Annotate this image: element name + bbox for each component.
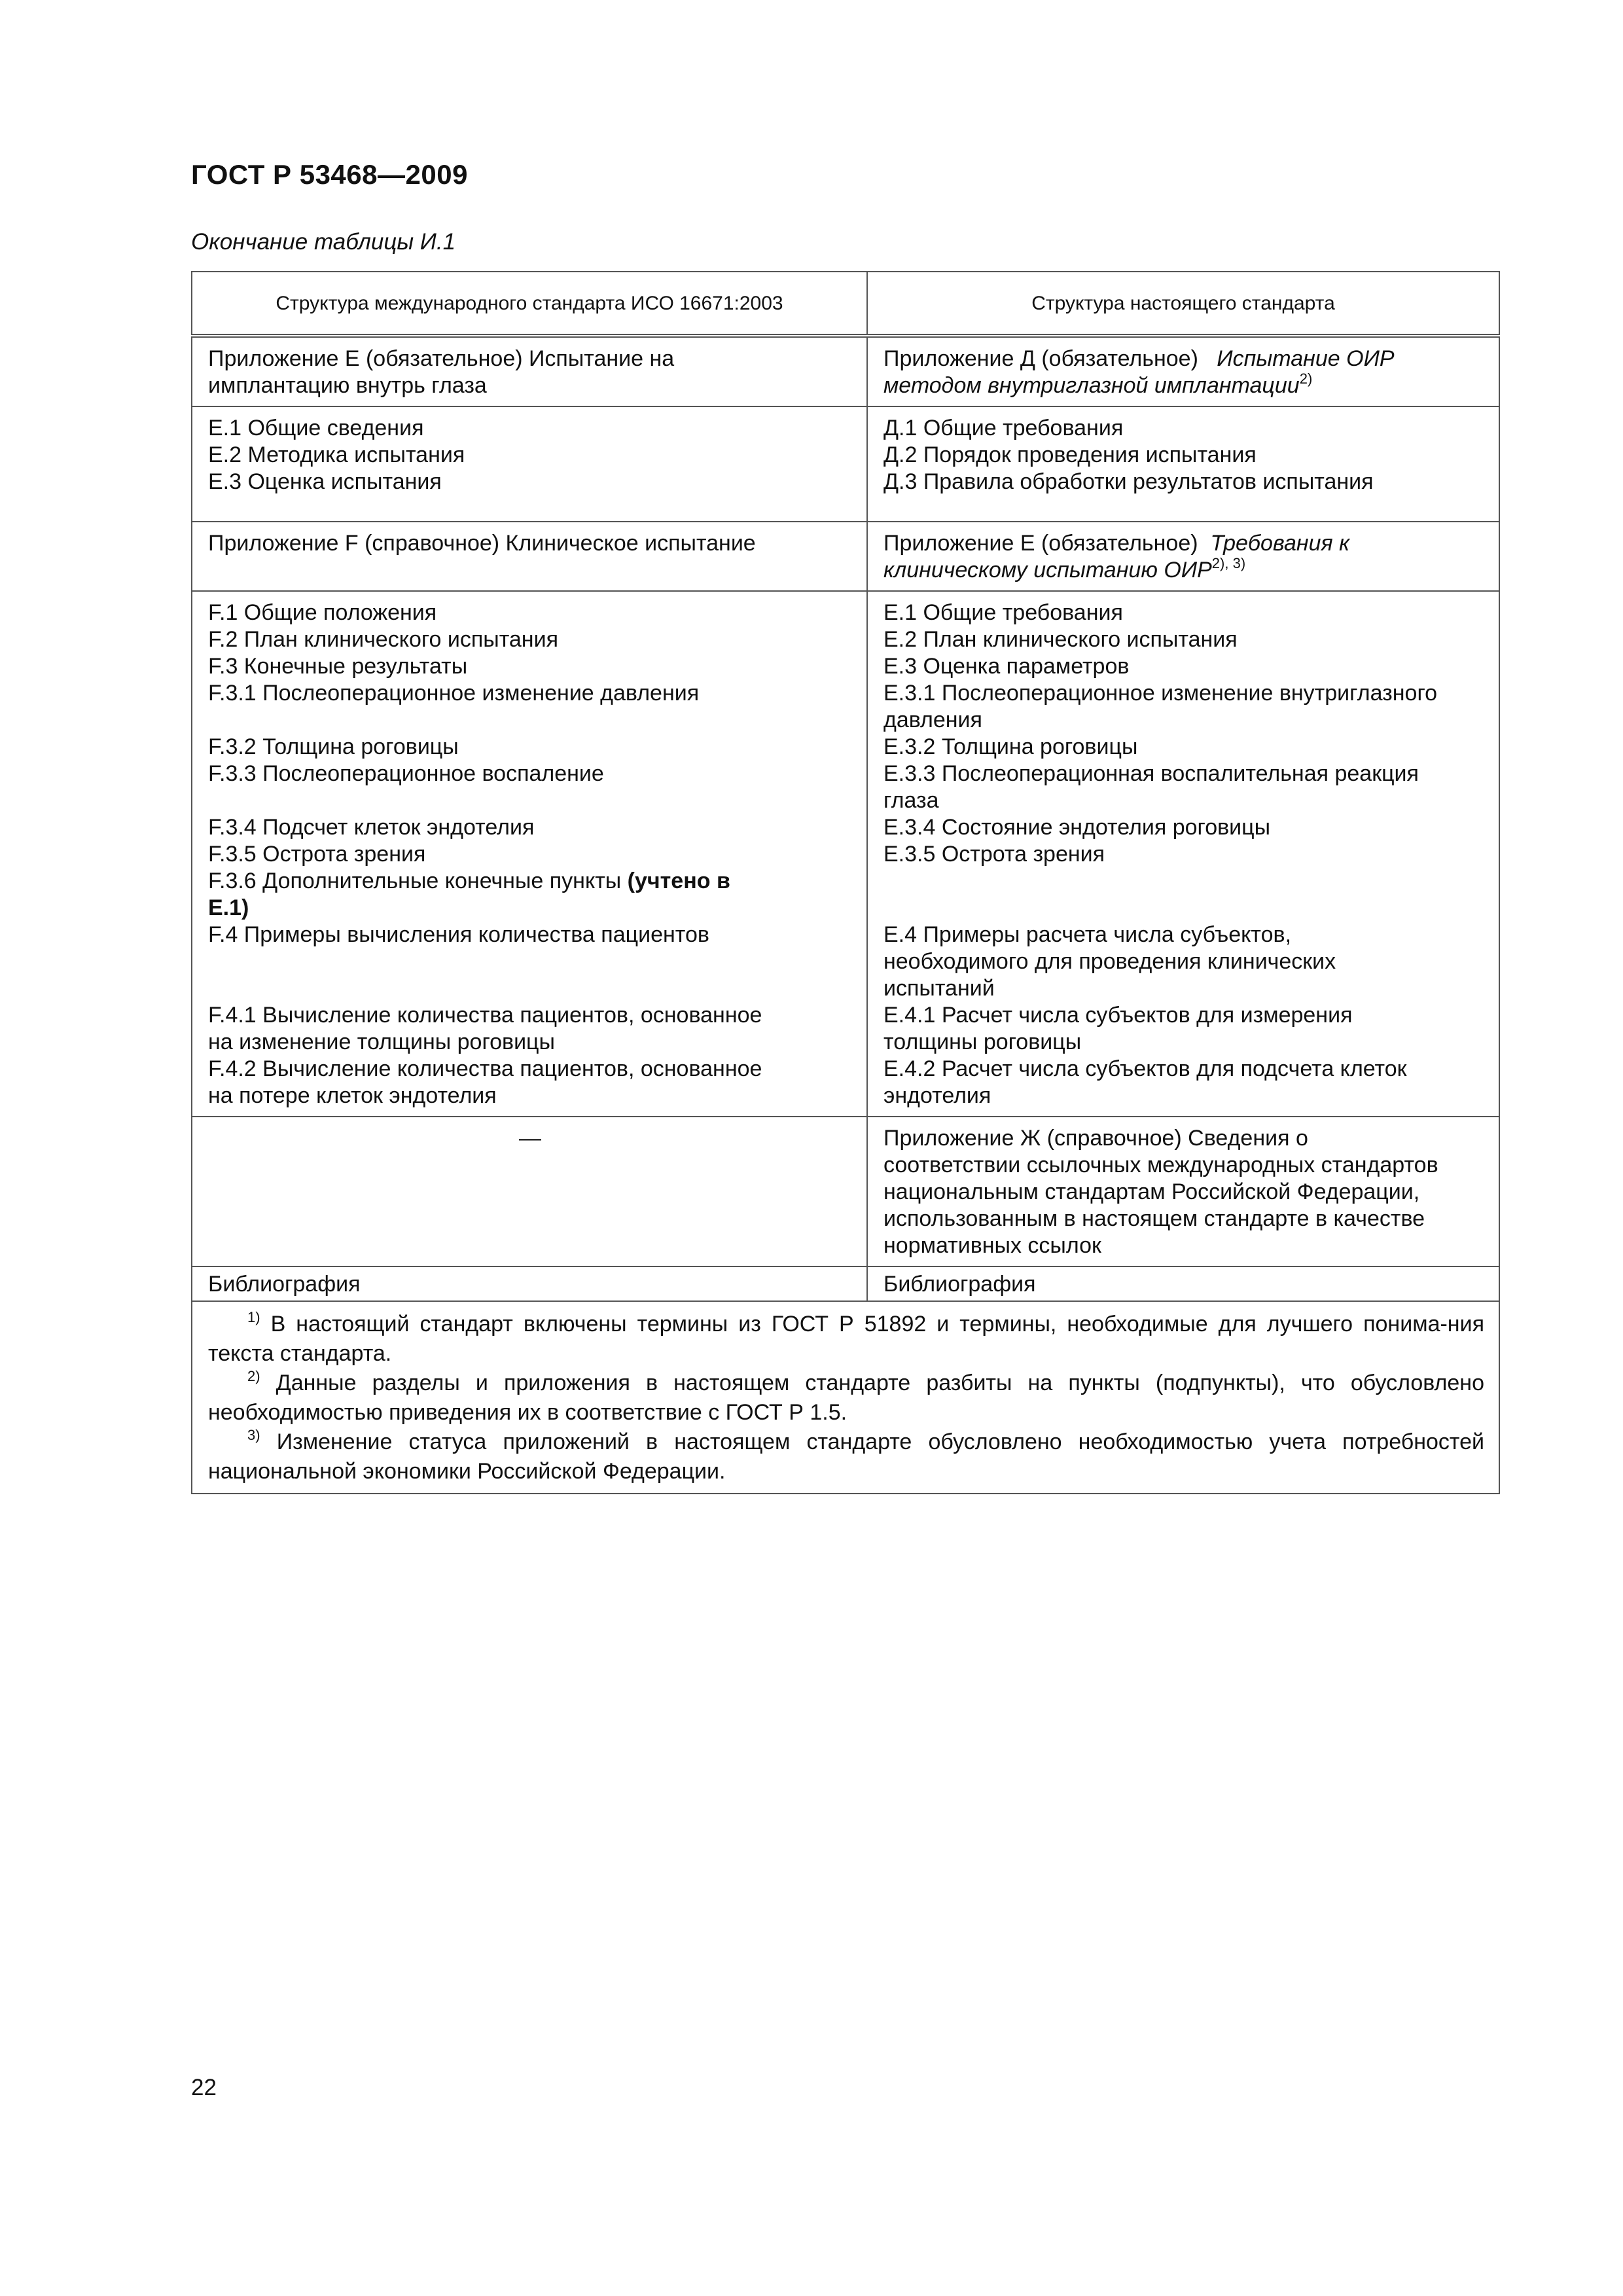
cell-line: на изменение толщины роговицы xyxy=(208,1030,555,1054)
cell-line: Е.4 Примеры расчета числа субъектов, xyxy=(883,922,1292,947)
cell-line: Приложение F (справочное) Клиническое испытание xyxy=(208,531,756,556)
cell-line: Е.3.2 Толщина роговицы xyxy=(883,734,1138,759)
cell-line: Д.2 Порядок проведения испытания xyxy=(883,442,1257,467)
spacer xyxy=(208,707,852,734)
cell-line: F.1 Общие положения xyxy=(208,600,437,625)
cell-line: E.2 Методика испытания xyxy=(208,442,465,467)
cell-line xyxy=(883,554,1484,584)
cell-line: Д.1 Общие требования xyxy=(883,416,1124,440)
footnote-mark: 2) xyxy=(247,1367,260,1384)
cell-line: использованным в настоящем стандарте в качестве xyxy=(883,1206,1425,1231)
cell-line: F.4 Примеры вычисления количества пациентов xyxy=(208,922,709,947)
cell-line: Приложение Ж (справочное) Сведения о xyxy=(883,1126,1308,1151)
appendix-e-label: Приложение Е (обязательное) xyxy=(883,531,1198,556)
appendix-d-label: Приложение Д (обязательное) xyxy=(883,346,1198,371)
appendix-d-title: Испытание ОИР xyxy=(1217,346,1395,371)
cell-iso-f-sections xyxy=(192,591,867,1117)
table-caption: Окончание таблицы И.1 xyxy=(191,229,456,255)
footnote-ref: 2) xyxy=(1299,370,1313,387)
footnote-mark: 1) xyxy=(247,1308,260,1325)
cell-national-d-sections xyxy=(867,406,1499,522)
spacer xyxy=(208,787,852,814)
cell-line: F.4.1 Вычисление количества пациентов, основанное xyxy=(208,1003,762,1028)
cell-line: F.2 План клинического испытания xyxy=(208,627,558,652)
cell-line: давления xyxy=(883,708,982,732)
cell-national-appendix-zh xyxy=(867,1117,1499,1266)
cell-line: F.4.2 Вычисление количества пациентов, основанное xyxy=(208,1056,762,1081)
appendix-d-title-cont: методом внутриглазной имплантации xyxy=(883,373,1300,398)
cell-line: Е.3.4 Состояние эндотелия роговицы xyxy=(883,815,1271,840)
cell-national-appendix-d xyxy=(867,336,1499,406)
cell-line: Е.4.2 Расчет числа субъектов для подсчета клеток xyxy=(883,1056,1407,1081)
cell-line: Е.2 План клинического испытания xyxy=(883,627,1238,652)
cell-line: соответствии ссылочных международных стандартов xyxy=(883,1153,1438,1177)
table-row-e-sections xyxy=(192,406,1499,522)
footnote-mark: 3) xyxy=(247,1426,260,1443)
table-row-appendix-f xyxy=(192,522,1499,591)
footnote-ref: 2), 3) xyxy=(1211,554,1246,571)
footnote-text: Данные разделы и приложения в настоящем стандарте разбиты на пункты (подпункты), что обусловлено необходимостью приведения их в соответствие с ГОСТ Р 1.5. xyxy=(208,1371,1484,1425)
cell-line: Е.3 Оценка параметров xyxy=(883,654,1130,679)
cell-line: Е.1) xyxy=(208,895,249,920)
cell-line: Е.3.1 Послеоперационное изменение внутриглазного xyxy=(883,681,1438,706)
cell-national-appendix-e xyxy=(867,522,1499,591)
table-footnotes-row xyxy=(192,1301,1499,1494)
cell-line: нормативных ссылок xyxy=(883,1233,1101,1258)
appendix-e-title-cont: клиническому испытанию ОИР xyxy=(883,558,1212,583)
cell-line: толщины роговицы xyxy=(883,1030,1082,1054)
cell-line: испытаний xyxy=(883,976,995,1001)
footnote-text: Изменение статуса приложений в настоящем стандарте обусловлено необходимостью учета потребностей национальной экономики Российской Федерации. xyxy=(208,1429,1484,1484)
cell-line: эндотелия xyxy=(883,1083,991,1108)
cell-line: имплантацию внутрь глаза xyxy=(208,373,487,398)
cell-national-e-sections xyxy=(867,591,1499,1117)
cell-line: E.1 Общие сведения xyxy=(208,416,424,440)
cell-line: национальным стандартам Российской Федерации, xyxy=(883,1179,1420,1204)
f36-note: (учтено в xyxy=(627,869,730,893)
table-row-appendix-zh xyxy=(192,1117,1499,1266)
table-row-bibliography xyxy=(192,1266,1499,1301)
footnote-1 xyxy=(208,1310,1484,1369)
footnote-text: В настоящий стандарт включены термины из ГОСТ Р 51892 и термины, необходимые для лучшего понима-ния текста стандарта. xyxy=(208,1312,1484,1366)
cell-line: E.3 Оценка испытания xyxy=(208,469,442,494)
cell-line: F.3.2 Толщина роговицы xyxy=(208,734,459,759)
cell-iso-appendix-e xyxy=(192,336,867,406)
document-code: ГОСТ Р 53468—2009 xyxy=(191,159,468,190)
cell-line: Е.3.5 Острота зрения xyxy=(883,842,1105,867)
cell-iso-bibliography xyxy=(192,1266,867,1301)
cell-line: F.3 Конечные результаты xyxy=(208,654,468,679)
cell-line: Е.3.3 Послеоперационная воспалительная реакция xyxy=(883,761,1419,786)
cell-line xyxy=(883,530,1484,557)
cell-line xyxy=(208,868,852,895)
cell-iso-none xyxy=(192,1117,867,1266)
table-row-appendix-e xyxy=(192,336,1499,406)
table-header-row xyxy=(192,272,1499,336)
header-national-structure: Структура настоящего стандарта xyxy=(867,272,1499,336)
cell-line: Библиография xyxy=(883,1272,1036,1297)
f36-label: F.3.6 Дополнительные конечные пункты xyxy=(208,869,622,893)
footnote-3 xyxy=(208,1427,1484,1486)
cell-line: Е.4.1 Расчет числа субъектов для измерения xyxy=(883,1003,1353,1028)
spacer xyxy=(208,975,852,1002)
cell-line: F.3.4 Подсчет клеток эндотелия xyxy=(208,815,535,840)
structure-comparison-table xyxy=(191,271,1500,1494)
cell-iso-appendix-f xyxy=(192,522,867,591)
appendix-e-title: Требования к xyxy=(1210,531,1350,556)
table-row-f-sections xyxy=(192,591,1499,1117)
footnote-2 xyxy=(208,1369,1484,1427)
cell-line: необходимого для проведения клинических xyxy=(883,949,1336,974)
cell-line: Д.3 Правила обработки результатов испытания xyxy=(883,469,1374,494)
spacer xyxy=(208,948,852,975)
cell-line: F.3.1 Послеоперационное изменение давления xyxy=(208,681,700,706)
cell-line: F.3.5 Острота зрения xyxy=(208,842,426,867)
cell-line: на потере клеток эндотелия xyxy=(208,1083,497,1108)
cell-line: Е.1 Общие требования xyxy=(883,600,1123,625)
cell-line: Приложение E (обязательное) Испытание на xyxy=(208,346,675,371)
cell-line: F.3.3 Послеоперационное воспаление xyxy=(208,761,604,786)
dash-placeholder: — xyxy=(519,1126,541,1151)
spacer xyxy=(883,868,1484,922)
cell-line: глаза xyxy=(883,788,939,813)
cell-iso-e-sections xyxy=(192,406,867,522)
cell-line xyxy=(883,372,1484,399)
cell-line xyxy=(883,346,1484,372)
cell-line: Библиография xyxy=(208,1272,361,1297)
header-iso-structure: Структура международного стандарта ИСО 16671:2003 xyxy=(192,272,867,336)
table-footnotes xyxy=(192,1301,1499,1494)
page-number: 22 xyxy=(191,2075,217,2100)
cell-national-bibliography xyxy=(867,1266,1499,1301)
